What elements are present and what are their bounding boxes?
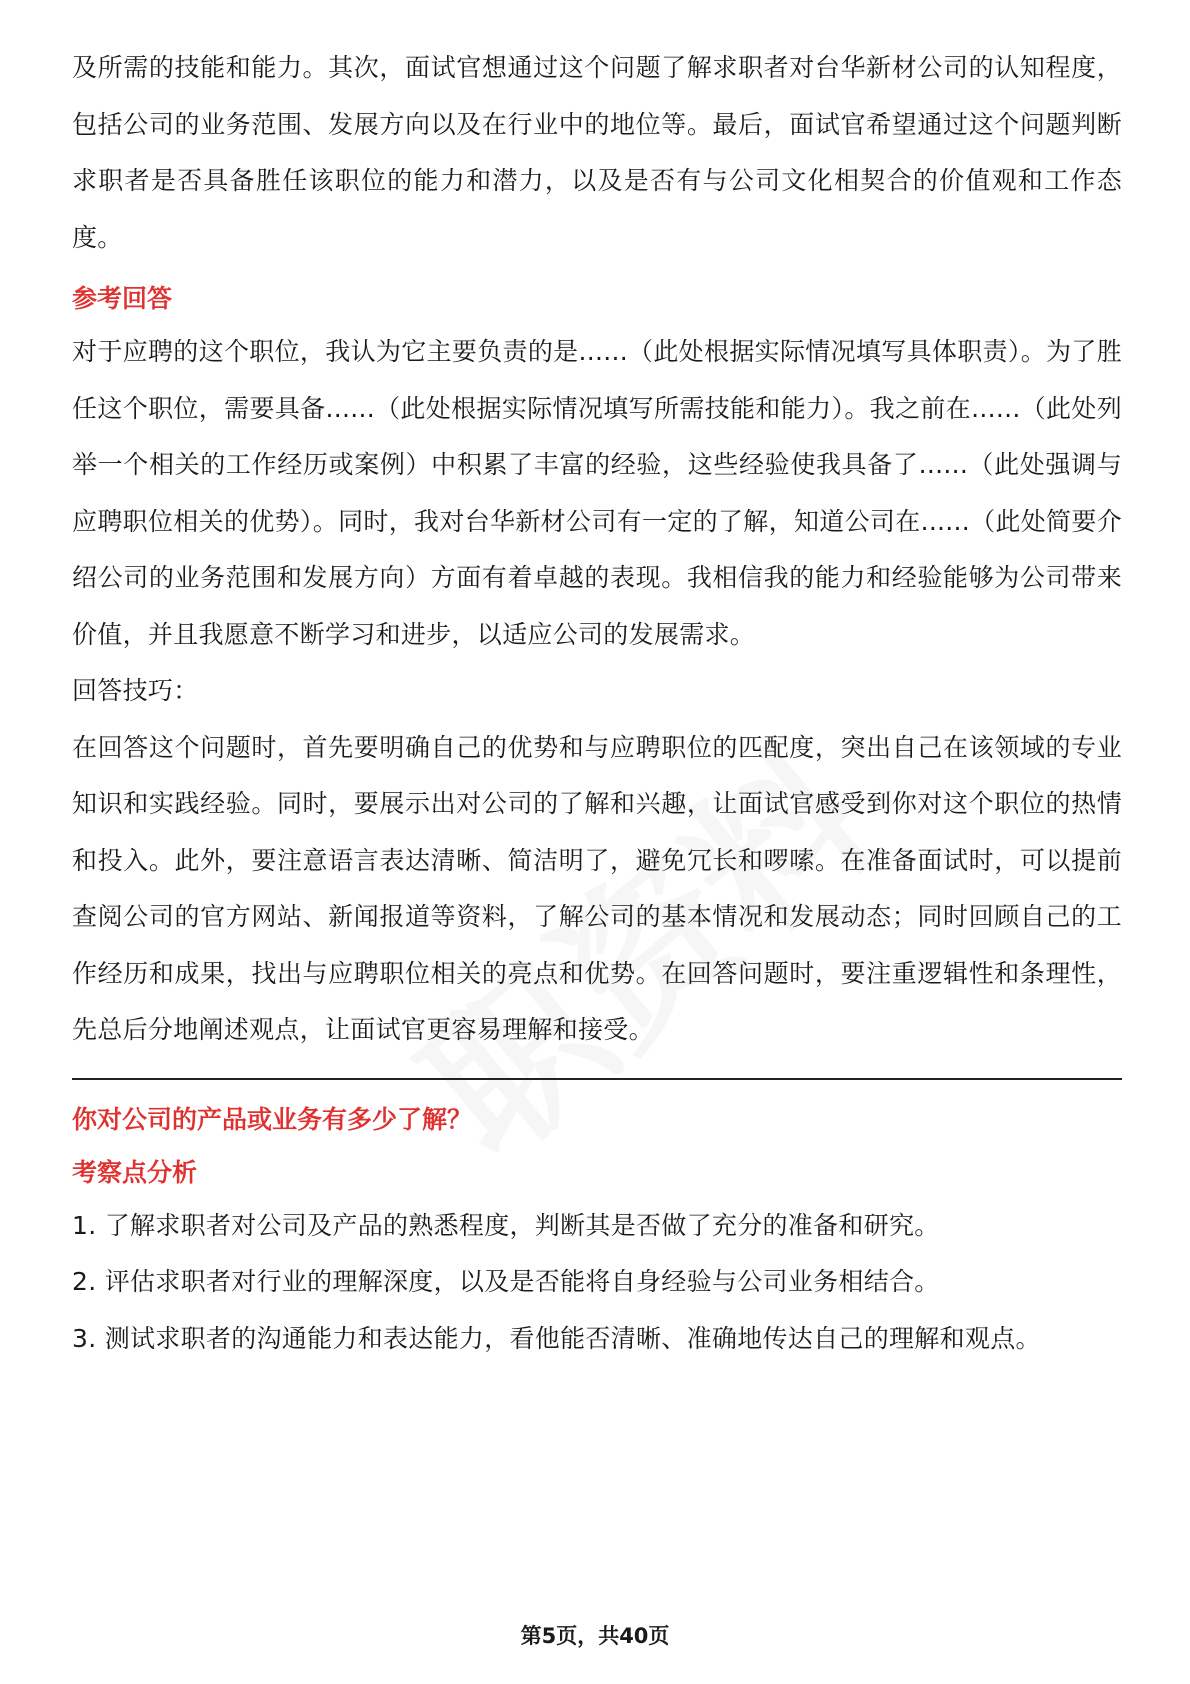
reference-answer-heading: 参考回答 (72, 284, 173, 313)
analysis-point: 1. 了解求职者对公司及产品的熟悉程度，判断其是否做了充分的准备和研究。 (72, 1210, 940, 1240)
intro-paragraph: 及所需的技能和能力。其次，面试官想通过这个问题了解求职者对台华新材公司的认知程度，包括公司的业务范围、发展方向以及在行业中的地位等。最后，面试官希望通过这个问题判断求职者是否具备胜任该职位的能力和潜力，以及是否有与公司文化相契合的价值观和工作态度。 (72, 53, 1122, 252)
page-number-footer: 第5页，共40页 (520, 1624, 670, 1648)
analysis-point: 2. 评估求职者对行业的理解深度，以及是否能将自身经验与公司业务相结合。 (72, 1267, 940, 1296)
document-page (72, 40, 1122, 1367)
reference-answer-body: 对于应聘的这个职位，我认为它主要负责的是......（此处根据实际情况填写具体职责）。为了胜任这个职位，需要具备......（此处根据实际情况填写所需技能和能力）。我之前在......（此处列举一个相关的工作经历或案例）中积累了丰富的经验，这些经验使我具备了......（此处强调与应聘职位相关的优势）。同时，我对台华新材公司有一定的了解，知道公司在......（此处简要介绍公司的业务范围和发展方向）方面有着卓越的表现。我相信我的能力和经验能够为公司带来价值，并且我愿意不断学习和进步，以适应公司的发展需求。 (72, 337, 1122, 649)
analysis-heading: 考察点分析 (72, 1157, 198, 1187)
section-divider (72, 1078, 1122, 1080)
tips-body: 在回答这个问题时，首先要明确自己的优势和与应聘职位的匹配度，突出自己在该领域的专业知识和实践经验。同时，要展示出对公司的了解和兴趣，让面试官感受到你对这个职位的热情和投入。此外，要注意语言表达清晰、简洁明了，避免冗长和啰嗦。在准备面试时，可以提前查阅公司的官方网站、新闻报道等资料，了解公司的基本情况和发展动态；同时回顾自己的工作经历和成果，找出与应聘职位相关的亮点和优势。在回答问题时，要注重逻辑性和条理性，先总后分地阐述观点，让面试官更容易理解和接受。 (72, 732, 1122, 1044)
tips-label: 回答技巧： (72, 676, 199, 705)
question-title: 你对公司的产品或业务有多少了解？ (72, 1104, 473, 1134)
analysis-point: 3. 测试求职者的沟通能力和表达能力，看他能否清晰、准确地传达自己的理解和观点。 (72, 1323, 1041, 1353)
